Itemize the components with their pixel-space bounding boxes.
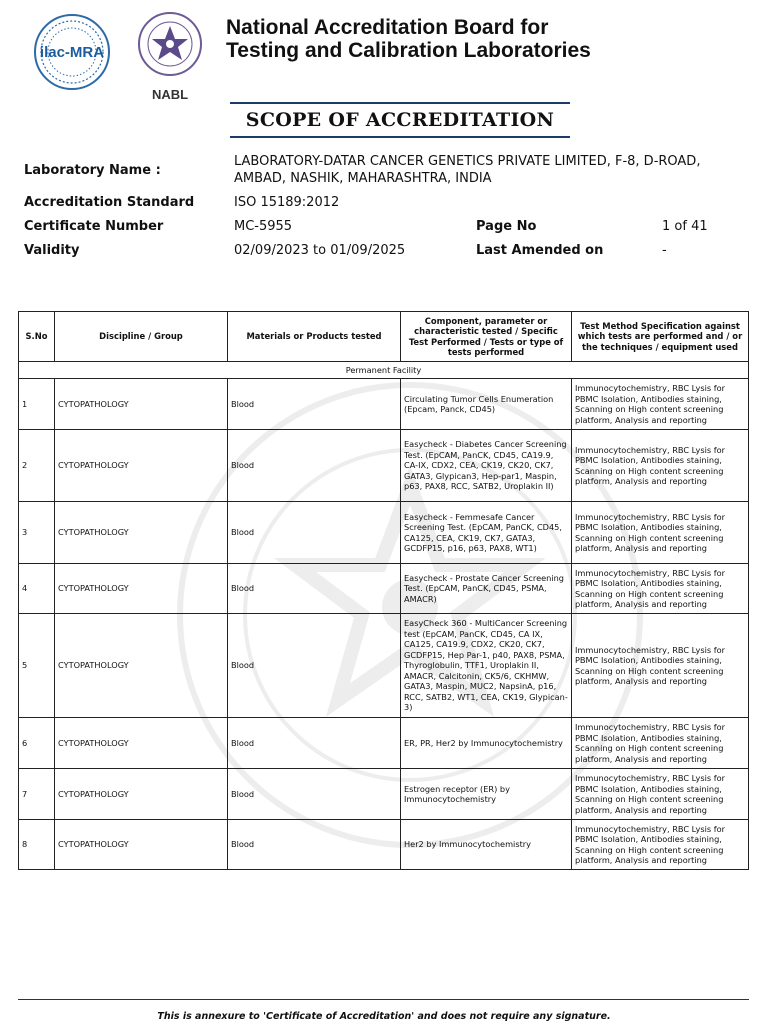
cell-material: Blood (228, 614, 401, 718)
table-row (19, 614, 749, 718)
cell-sno: 4 (19, 564, 55, 614)
scope-table (18, 311, 749, 870)
cell-material: Blood (228, 820, 401, 870)
table-header-row (19, 312, 749, 362)
cell-discipline: CYTOPATHOLOGY (55, 614, 228, 718)
cell-component: Easycheck - Diabetes Cancer Screening Test. (EpCAM, PanCK, CD45, CA19.9, CA-IX, CDX2, CEA, CK19, CK20, CK7, GATA3, Glypican3, Hep-par1, Maspin, p63, PAX8, RCC, SATB2, Uroplakin II) (401, 430, 572, 502)
cell-discipline: CYTOPATHOLOGY (55, 820, 228, 870)
cell-discipline: CYTOPATHOLOGY (55, 564, 228, 614)
cell-component: Easycheck - Femmesafe Cancer Screening Test. (EpCAM, PanCK, CD45, CA125, CEA, CK19, CK7, GATA3, GCDFP15, p16, p63, PAX8, WT1) (401, 502, 572, 564)
header-method: Test Method Specification against which tests are performed and / or the techniques / equipment used (572, 312, 749, 362)
header-sno: S.No (19, 312, 55, 362)
cell-material: Blood (228, 379, 401, 430)
table-row (19, 502, 749, 564)
validity-label: Validity (24, 243, 80, 258)
lab-name-line-1: LABORATORY-DATAR CANCER GENETICS PRIVATE LIMITED, F-8, D-ROAD, (234, 154, 701, 169)
validity-value: 02/09/2023 to 01/09/2025 (234, 243, 406, 258)
cell-discipline: CYTOPATHOLOGY (55, 502, 228, 564)
cell-material: Blood (228, 502, 401, 564)
table-row (19, 820, 749, 870)
header-component: Component, parameter or characteristic tested / Specific Test Performed / Tests or type of tests performed (401, 312, 572, 362)
cell-material: Blood (228, 718, 401, 769)
page-value: 1 of 41 (662, 219, 708, 234)
org-line-2: Testing and Calibration Laboratories (226, 39, 591, 62)
header-materials: Materials or Products tested (228, 312, 401, 362)
cell-material: Blood (228, 564, 401, 614)
certificate-label: Certificate Number (24, 219, 164, 234)
ilac-mra-logo (27, 12, 117, 92)
cell-sno: 6 (19, 718, 55, 769)
cell-sno: 5 (19, 614, 55, 718)
header-discipline: Discipline / Group (55, 312, 228, 362)
facility-row (19, 362, 749, 379)
org-line-1: National Accreditation Board for (226, 16, 549, 39)
ilac-logo-text: ilac-MRA (39, 44, 105, 61)
table-row (19, 379, 749, 430)
cell-sno: 1 (19, 379, 55, 430)
cell-discipline: CYTOPATHOLOGY (55, 379, 228, 430)
standard-value: ISO 15189:2012 (234, 195, 340, 210)
scope-title: SCOPE OF ACCREDITATION (245, 109, 555, 131)
cell-sno: 3 (19, 502, 55, 564)
cell-method: Immunocytochemistry, RBC Lysis for PBMC Isolation, Antibodies staining, Scanning on High content screening platform, Analysis and reporting (572, 564, 749, 614)
table-row (19, 769, 749, 820)
cell-sno: 2 (19, 430, 55, 502)
cell-method: Immunocytochemistry, RBC Lysis for PBMC Isolation, Antibodies staining, Scanning on High content screening platform, Analysis and reporting (572, 502, 749, 564)
nabl-logo (135, 10, 205, 102)
cell-method: Immunocytochemistry, RBC Lysis for PBMC Isolation, Antibodies staining, Scanning on High content screening platform, Analysis and reporting (572, 430, 749, 502)
footer-note: This is annexure to 'Certificate of Accreditation' and does not require any signature. (157, 1011, 611, 1022)
cell-sno: 8 (19, 820, 55, 870)
cell-component: Her2 by Immunocytochemistry (401, 820, 572, 870)
scope-title-box (230, 102, 570, 138)
cell-method: Immunocytochemistry, RBC Lysis for PBMC Isolation, Antibodies staining, Scanning on High content screening platform, Analysis and reporting (572, 379, 749, 430)
cell-sno: 7 (19, 769, 55, 820)
page-label: Page No (476, 219, 537, 234)
cell-discipline: CYTOPATHOLOGY (55, 769, 228, 820)
cell-method: Immunocytochemistry, RBC Lysis for PBMC Isolation, Antibodies staining, Scanning on High content screening platform, Analysis and reporting (572, 820, 749, 870)
cell-discipline: CYTOPATHOLOGY (55, 718, 228, 769)
cell-material: Blood (228, 769, 401, 820)
cell-component: ER, PR, Her2 by Immunocytochemistry (401, 718, 572, 769)
table-row (19, 564, 749, 614)
cell-component: Easycheck - Prostate Cancer Screening Test. (EpCAM, PanCK, CD45, PSMA, AMACR) (401, 564, 572, 614)
lab-name-line-2: AMBAD, NASHIK, MAHARASHTRA, INDIA (234, 171, 492, 186)
cell-method: Immunocytochemistry, RBC Lysis for PBMC Isolation, Antibodies staining, Scanning on High content screening platform, Analysis and reporting (572, 614, 749, 718)
table-row (19, 718, 749, 769)
standard-label: Accreditation Standard (24, 195, 195, 210)
cell-component: Circulating Tumor Cells Enumeration (Epcam, Panck, CD45) (401, 379, 572, 430)
organization-name (226, 16, 591, 62)
table-row (19, 430, 749, 502)
cell-component: EasyCheck 360 - MultiCancer Screening test (EpCAM, PanCK, CD45, CA IX, CA125, CA19.9, CDX2, CK20, CK7, GCDFP15, Hep Par-1, p40, PAX8, PSMA, Thyroglobulin, TTF1, Uroplakin II, AMACR, Calcitonin, CK5/6, CKHMW, GATA3, Maspin, MUC2, NapsinA, p16, RCC, SATB2, WT1, CEA, CK19, Glypican-3) (401, 614, 572, 718)
lab-name-label: Laboratory Name : (24, 163, 161, 178)
amended-label: Last Amended on (476, 243, 604, 258)
amended-value: - (662, 243, 667, 258)
nabl-logo-text: NABL (151, 87, 189, 102)
cell-material: Blood (228, 430, 401, 502)
cell-method: Immunocytochemistry, RBC Lysis for PBMC Isolation, Antibodies staining, Scanning on High content screening platform, Analysis and reporting (572, 769, 749, 820)
cell-component: Estrogen receptor (ER) by Immunocytochemistry (401, 769, 572, 820)
cell-method: Immunocytochemistry, RBC Lysis for PBMC Isolation, Antibodies staining, Scanning on High content screening platform, Analysis and reporting (572, 718, 749, 769)
footer-divider (18, 999, 749, 1000)
facility-label: Permanent Facility (19, 362, 749, 379)
certificate-value: MC-5955 (234, 219, 293, 234)
cell-discipline: CYTOPATHOLOGY (55, 430, 228, 502)
